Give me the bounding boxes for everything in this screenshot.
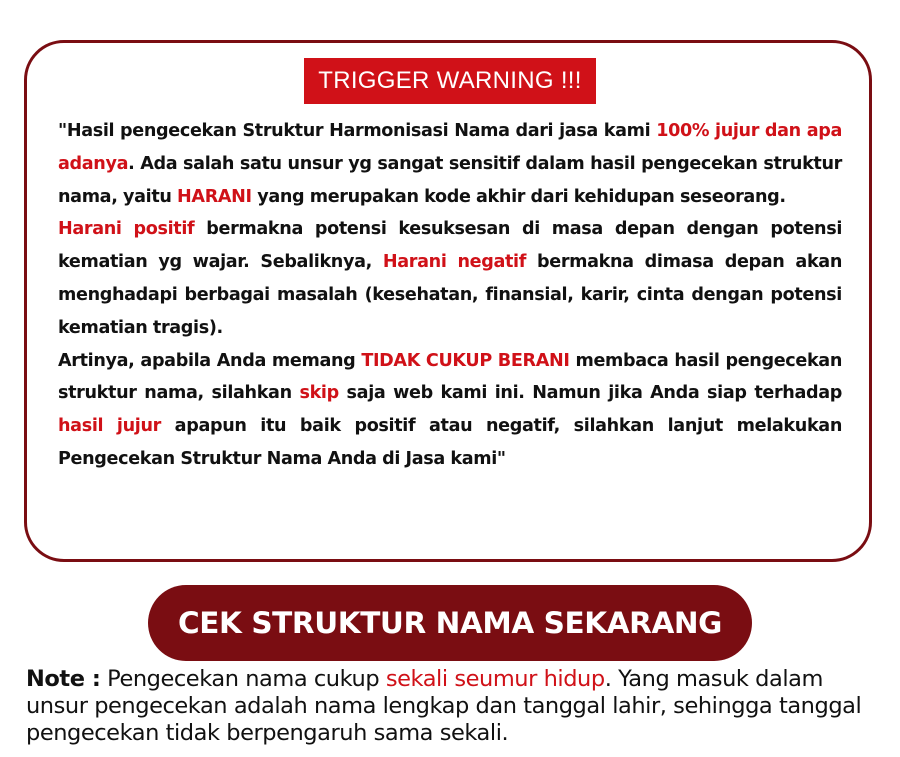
warning-paragraph-2 [58, 213, 842, 344]
warning-paragraph-3 [58, 345, 842, 476]
highlight-tidak-cukup-berani: TIDAK CUKUP BERANI [361, 350, 570, 371]
highlight-harani-positif: Harani positif [58, 219, 195, 240]
note-text-segment: Pengecekan nama cukup [100, 666, 386, 692]
warning-text-segment: saja web kami ini. Namun jika Anda siap terhadap [338, 383, 842, 404]
warning-text-segment: bermakna potensi kesuksesan di masa depan dengan potensi kematian yg wajar. Sebaliknya, [58, 219, 843, 273]
warning-text-segment: apapun itu baik positif atau negatif, silahkan lanjut melakukan Pengecekan Struktur Nama Anda di Jasa kami" [58, 416, 842, 469]
note-label: Note : [26, 666, 101, 692]
warning-text-segment: Artinya, apabila Anda memang [58, 350, 362, 371]
warning-text [58, 115, 842, 476]
highlight-skip: skip [299, 383, 339, 404]
trigger-warning-badge: TRIGGER WARNING !!! [304, 58, 596, 104]
highlight-jujur: 100% jujur dan apa adanya [58, 121, 842, 174]
warning-text-segment: yang merupakan kode akhir dari kehidupan seseorang. [251, 186, 786, 207]
note-text [26, 666, 866, 747]
cek-struktur-nama-button[interactable]: CEK STRUKTUR NAMA SEKARANG [148, 585, 752, 661]
note-text-segment: . Yang masuk dalam unsur pengecekan adalah nama lengkap dan tanggal lahir, sehingga tanggal pengecekan tidak berpengaruh sama sekali. [26, 666, 862, 746]
highlight-harani: HARANI [177, 186, 252, 207]
warning-text-segment: bermakna dimasa depan akan menghadapi berbagai masalah (kesehatan, finansial, karir, cinta dengan potensi kematian tragis). [58, 252, 842, 338]
warning-text-segment: membaca hasil pengecekan struktur nama, silahkan [58, 350, 842, 404]
warning-text-segment: . Ada salah satu unsur yg sangat sensitif dalam hasil pengecekan struktur nama, yaitu [58, 153, 842, 207]
warning-text-segment: "Hasil pengecekan Struktur Harmonisasi Nama dari jasa kami [58, 121, 657, 141]
highlight-hasil-jujur: hasil jujur [58, 416, 161, 437]
highlight-sekali-seumur-hidup: sekali seumur hidup [385, 666, 605, 692]
warning-paragraph-1 [58, 115, 842, 213]
highlight-harani-negatif: Harani negatif [382, 252, 527, 273]
